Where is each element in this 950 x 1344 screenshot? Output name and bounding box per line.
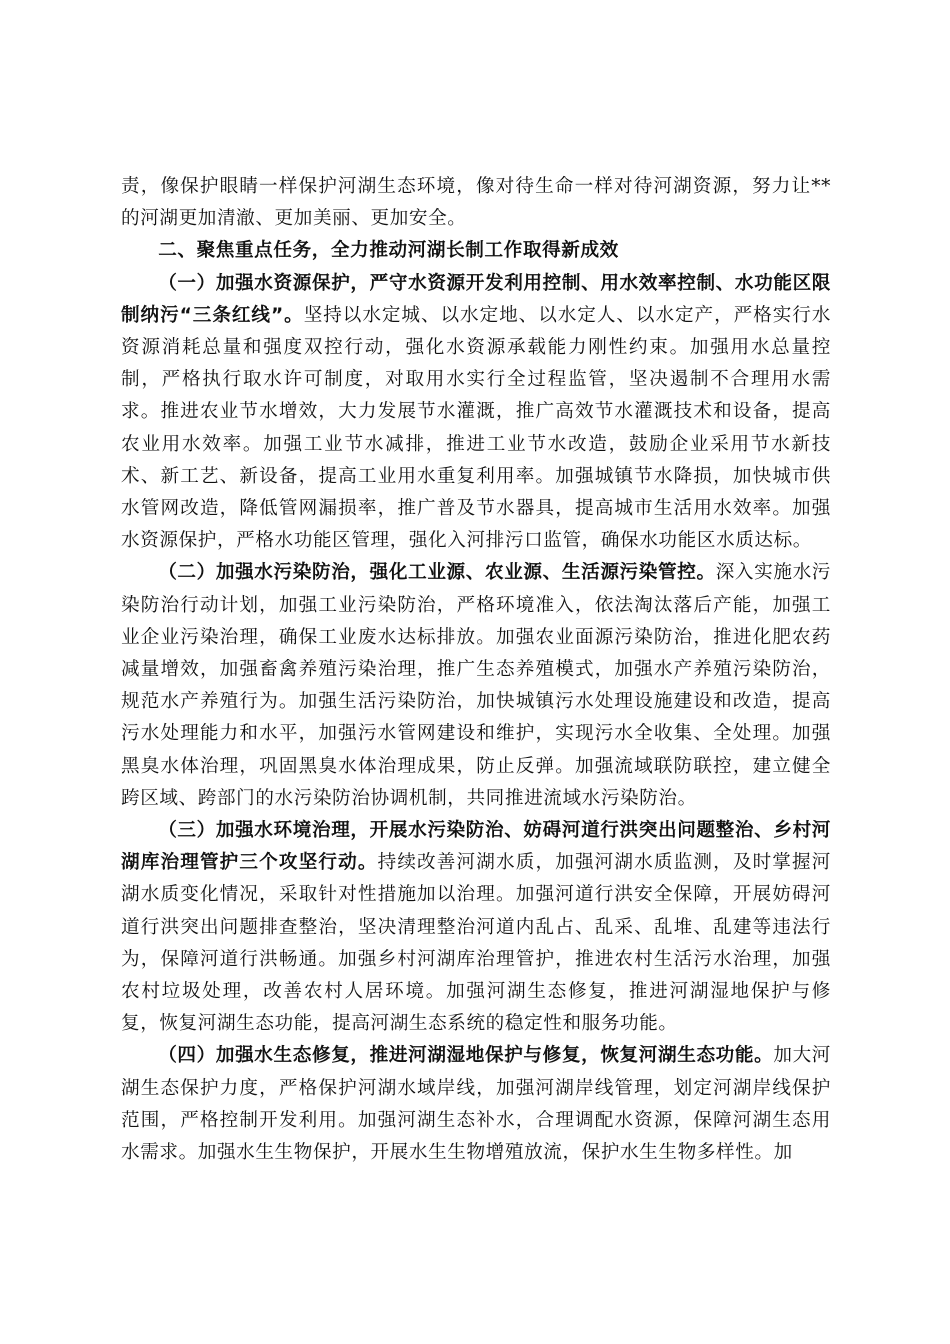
paragraph-item-3 bbox=[121, 815, 831, 1040]
paragraph-item-4 bbox=[121, 1040, 831, 1169]
item-1-lead: （一）加强水资源保护，严守水资源开发利用控制、用水效率控制、水功能区限制纳污“三条红线”。 bbox=[121, 272, 831, 326]
paragraph-item-1 bbox=[121, 268, 831, 558]
item-3-lead: （三）加强水环境治理，开展水污染防治、妨碍河道行洪突出问题整治、乡村河湖库治理管护三个攻坚行动。 bbox=[121, 820, 831, 874]
paragraph-item-2 bbox=[121, 557, 831, 815]
item-1-body: 坚持以水定城、以水定地、以水定人、以水定产，严格实行水资源消耗总量和强度双控行动，强化水资源承载能力刚性约束。加强用水总量控制，严格执行取水许可制度，对取用水实行全过程监管，坚决遏制不合理用水需求。推进农业节水增效，大力发展节水灌溉，推广高效节水灌溉技术和设备，提高农业用水效率。加强工业节水减排，推进工业节水改造，鼓励企业采用节水新技术、新工艺、新设备，提高工业用水重复利用率。加强城镇节水降损，加快城市供水管网改造，降低管网漏损率，推广普及节水器具，提高城市生活用水效率。加强水资源保护，严格水功能区管理，强化入河排污口监管，确保水功能区水质达标。 bbox=[121, 304, 831, 552]
paragraph-continued: 责，像保护眼睛一样保护河湖生态环境，像对待生命一样对待河湖资源，努力让**的河湖更加清澈、更加美丽、更加安全。 bbox=[121, 176, 831, 230]
item-4-lead: （四）加强水生态修复，推进河湖湿地保护与修复，恢复河湖生态功能。 bbox=[158, 1045, 774, 1067]
document-page bbox=[121, 171, 831, 1169]
item-4-body: 加大河湖生态保护力度，严格保护河湖水域岸线，加强河湖岸线管理，划定河湖岸线保护范围，严格控制开发利用。加强河湖生态补水，合理调配水资源，保障河湖生态用水需求。加强水生生物保护，开展水生生物增殖放流，保护水生生物多样性。加 bbox=[121, 1045, 832, 1164]
item-2-body: 深入实施水污染防治行动计划，加强工业污染防治，严格环境准入，依法淘汰落后产能，加强工业企业污染治理，确保工业废水达标排放。加强农业面源污染防治，推进化肥农药减量增效，加强畜禽养殖污染治理，推广生态养殖模式，加强水产养殖污染防治，规范水产养殖行为。加强生活污染防治，加快城镇污水处理设施建设和改造，提高污水处理能力和水平，加强污水管网建设和维护，实现污水全收集、全处理。加强黑臭水体治理，巩固黑臭水体治理成果，防止反弹。加强流域联防联控，建立健全跨区域、跨部门的水污染防治协调机制，共同推进流域水污染防治。 bbox=[121, 562, 831, 809]
item-2-lead: （二）加强水污染防治，强化工业源、农业源、生活源污染管控。 bbox=[158, 562, 716, 584]
section-heading: 二、聚焦重点任务，全力推动河湖长制工作取得新成效 bbox=[158, 240, 619, 262]
item-3-body: 持续改善河湖水质，加强河湖水质监测，及时掌握河湖水质变化情况，采取针对性措施加以治理。加强河道行洪安全保障，开展妨碍河道行洪突出问题排查整治，坚决清理整治河道内乱占、乱采、乱堆、乱建等违法行为，保障河道行洪畅通。加强乡村河湖库治理管护，推进农村生活污水治理，加强农村垃圾处理，改善农村人居环境。加强河湖生态修复，推进河湖湿地保护与修复，恢复河湖生态功能，提高河湖生态系统的稳定性和服务功能。 bbox=[121, 852, 831, 1035]
